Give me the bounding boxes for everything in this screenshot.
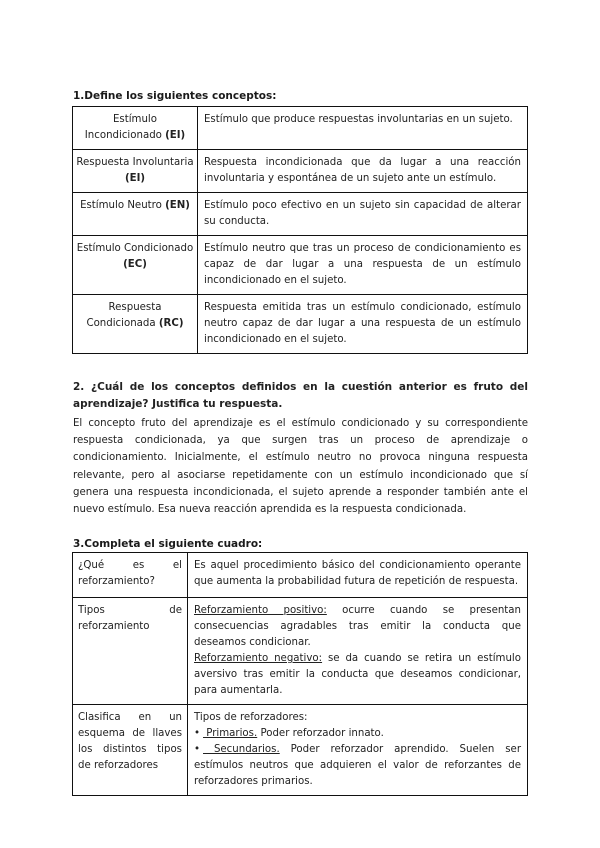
table-row [73, 598, 528, 705]
table-row [73, 150, 528, 193]
primary-text: Poder reforzador innato. [257, 728, 384, 739]
section3-heading: 3.Completa el siguiente cuadro: [73, 538, 263, 550]
term-label: Respuesta Condicionada [86, 302, 162, 329]
section1-heading: 1.Define los siguientes conceptos: [73, 90, 277, 102]
term-label: Estímulo Neutro [80, 200, 162, 211]
negative-reinforcement [194, 651, 521, 699]
table-row [73, 705, 528, 796]
negative-text: se da cuando se retira un estímulo aversivo tras emitir la conducta que deseamos condicionar, para aumentarla. [194, 653, 521, 696]
concept-definition: Estímulo que produce respuestas involuntarias en un sujeto. [198, 107, 528, 150]
secondary-term: Secundarios. [203, 744, 280, 755]
concept-term [73, 107, 198, 150]
concepts-table [72, 106, 528, 354]
primary-reinforcer [194, 726, 521, 742]
section2-answer: El concepto fruto del aprendizaje es el estímulo condicionado y su correspondiente respuesta condicionada, ya que surgen tras un proceso de aprendizaje o condicionamiento. Inicialmente, el estímulo neutro no provoca ninguna respuesta relevante, pero al asociarse repetidamente con un estímulo incondicionado que sí genera una respuesta incondicionada, el sujeto aprende a responder también ante el nuevo estímulo. Esa nueva reacción aprendida es la respuesta condicionada. [73, 418, 528, 516]
reinforcement-table [72, 552, 528, 796]
concept-term [73, 150, 198, 193]
positive-text: ocurre cuando se presentan consecuencias agradables tras emitir la conducta que deseamos condicionar. [194, 605, 521, 648]
row-label: Tipos de reforzamiento [73, 598, 188, 705]
concept-definition: Respuesta incondicionada que da lugar a una reacción involuntaria y espontánea de un sujeto ante un estímulo. [198, 150, 528, 193]
table-row [73, 193, 528, 236]
section2-question: 2. ¿Cuál de los conceptos definidos en la cuestión anterior es fruto del aprendizaje? Justifica tu respuesta. [73, 381, 528, 410]
secondary-reinforcer [194, 742, 521, 790]
term-label: Estímulo Incondicionado [84, 114, 162, 141]
positive-term: Reforzamiento positivo: [194, 605, 327, 616]
term-label: Estímulo Condicionado [76, 243, 194, 254]
reinforcement-definition: Es aquel procedimiento básico del condicionamiento operante que aumenta la probabilidad futura de repetición de respuesta. [188, 553, 528, 598]
negative-term: Reforzamiento negativo: [194, 653, 323, 664]
term-label: Respuesta Involuntaria [76, 157, 194, 168]
term-abbr: (EC) [123, 259, 147, 270]
positive-reinforcement [194, 603, 521, 651]
table-row [73, 295, 528, 354]
table-row [73, 107, 528, 150]
table-row [73, 236, 528, 295]
reinforcer-types [188, 705, 528, 796]
term-abbr: (EN) [165, 200, 190, 211]
concept-term [73, 193, 198, 236]
term-abbr: (EI) [165, 130, 186, 141]
reinforcer-intro: Tipos de reforzadores: [194, 712, 308, 723]
concept-definition: Estímulo poco efectivo en un sujeto sin capacidad de alterar su conducta. [198, 193, 528, 236]
row-label: ¿Qué es el reforzamiento? [73, 553, 188, 598]
concept-definition: Respuesta emitida tras un estímulo condicionado, estímulo neutro capaz de dar lugar a una respuesta de un estímulo incondicionado en el sujeto. [198, 295, 528, 354]
primary-term: Primarios. [203, 728, 258, 739]
secondary-text: Poder reforzador aprendido. Suelen ser estímulos neutros que adquieren el valor de reforzantes de reforzadores primarios. [194, 744, 522, 787]
term-abbr: (EI) [124, 173, 146, 184]
reinforcement-types [188, 598, 528, 705]
concept-term [73, 236, 198, 295]
concept-definition: Estímulo neutro que tras un proceso de condicionamiento es capaz de dar lugar a una respuesta de un estímulo incondicionado en el sujeto. [198, 236, 528, 295]
row-label: Clasifica en un esquema de llaves los distintos tipos de reforzadores [73, 705, 188, 796]
concept-term [73, 295, 198, 354]
table-row [73, 553, 528, 598]
term-abbr: (RC) [158, 318, 184, 329]
